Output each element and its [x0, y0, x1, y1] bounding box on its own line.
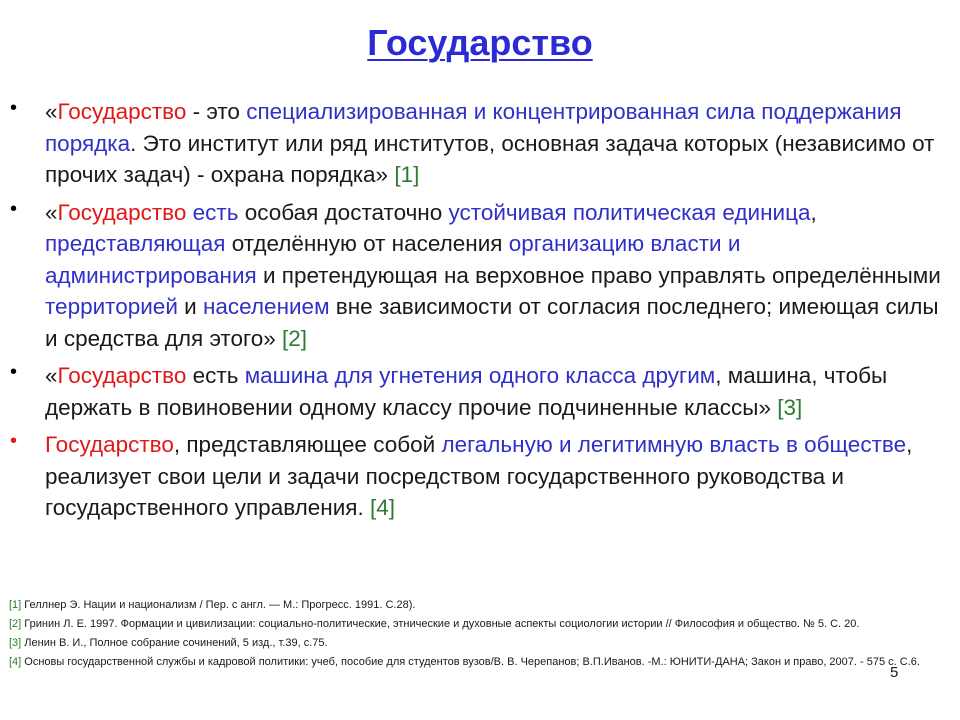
bullet-icon: •	[10, 361, 18, 383]
citation-ref: [4]	[369, 495, 395, 520]
definition-text	[45, 432, 912, 520]
key-phrase: легальную и легитимную власть в обществе	[441, 432, 907, 457]
key-phrase: специализированная и концентрированная сила поддержания порядка	[45, 99, 902, 156]
text-segment: вне зависимости от согласия последнего; имеющая силы и средства для этого»	[45, 294, 939, 351]
text-segment: «	[45, 199, 58, 225]
term-highlight: Государство	[45, 432, 174, 457]
key-phrase: устойчивая политическая единица	[448, 199, 811, 225]
text-segment: отделённую от населения	[225, 231, 509, 256]
text-segment: , реализует свои цели и задачи посредством государственного руководства и государственного управления.	[45, 432, 913, 520]
reference-item	[9, 635, 944, 651]
term-highlight: Государство	[57, 99, 187, 124]
text-segment: . Это институт или ряд институтов, основная задача которых (независимо от прочих задач) - охрана порядка»	[45, 130, 935, 187]
text-segment: «	[45, 363, 58, 388]
reference-item	[9, 616, 944, 632]
bullet-icon: •	[10, 197, 18, 220]
text-segment: есть	[186, 363, 245, 388]
term-highlight: Государство	[57, 199, 187, 225]
text-segment: «	[45, 99, 58, 124]
definition-text	[45, 363, 887, 420]
citation-ref: [1]	[394, 162, 420, 187]
page-number: 5	[890, 664, 899, 681]
key-phrase: машина для угнетения одного класса другим	[244, 363, 716, 388]
citation-ref: [3]	[777, 394, 803, 420]
reference-number: [3]	[9, 637, 22, 649]
bullet-icon: •	[10, 430, 18, 452]
definition-text	[45, 200, 941, 351]
key-phrase: территорией	[45, 294, 178, 319]
text-segment: особая достаточно	[238, 199, 449, 225]
page-title: Государство	[367, 22, 593, 63]
reference-item	[9, 597, 944, 613]
text-segment: , представляющее собой	[173, 432, 442, 457]
reference-number: [4]	[9, 656, 22, 668]
definition-text	[45, 99, 934, 187]
definition-item	[0, 360, 960, 423]
text-segment: - это	[186, 99, 247, 124]
text-segment: и	[177, 294, 203, 319]
definition-item	[0, 197, 960, 355]
key-phrase: представляющая	[45, 231, 226, 256]
bullet-icon: •	[10, 97, 18, 119]
references-section	[9, 597, 944, 673]
reference-number: [1]	[9, 599, 22, 611]
reference-text: Ленин В. И., Полное собрание сочинений, 5 изд., т.39, с.75.	[21, 637, 328, 649]
reference-text: Основы государственной службы и кадровой политики: учеб, пособие для студентов вузов/В. В. Черепанов; В.П.Иванов. -М.: ЮНИТИ-ДАНА; Закон и право, 2007. - 575 с. С.6.	[21, 656, 920, 668]
key-phrase: организацию власти и администрирования	[45, 231, 741, 288]
key-phrase: населением	[202, 294, 330, 319]
reference-item	[9, 654, 944, 670]
reference-text: Гринин Л. Е. 1997. Формации и цивилизации: социально-политические, этнические и духовные аспекты социологии истории // Философия и общество. № 5. С. 20.	[21, 618, 860, 630]
definition-item	[0, 96, 960, 191]
reference-text: Геллнер Э. Нации и национализм / Пер. с англ. — М.: Прогресс. 1991. С.28).	[21, 599, 416, 611]
citation-ref: [2]	[282, 325, 308, 351]
definition-list	[0, 96, 960, 530]
text-segment: и претендующая на верховное право управлять определёнными	[256, 262, 941, 288]
reference-number: [2]	[9, 618, 22, 630]
text-segment: , машина, чтобы держать в повиновении одному классу прочие подчиненные классы»	[45, 363, 888, 420]
term-highlight: Государство	[57, 363, 187, 388]
key-phrase: есть	[192, 199, 239, 225]
text-segment: ,	[810, 199, 817, 225]
definition-item	[0, 429, 960, 524]
